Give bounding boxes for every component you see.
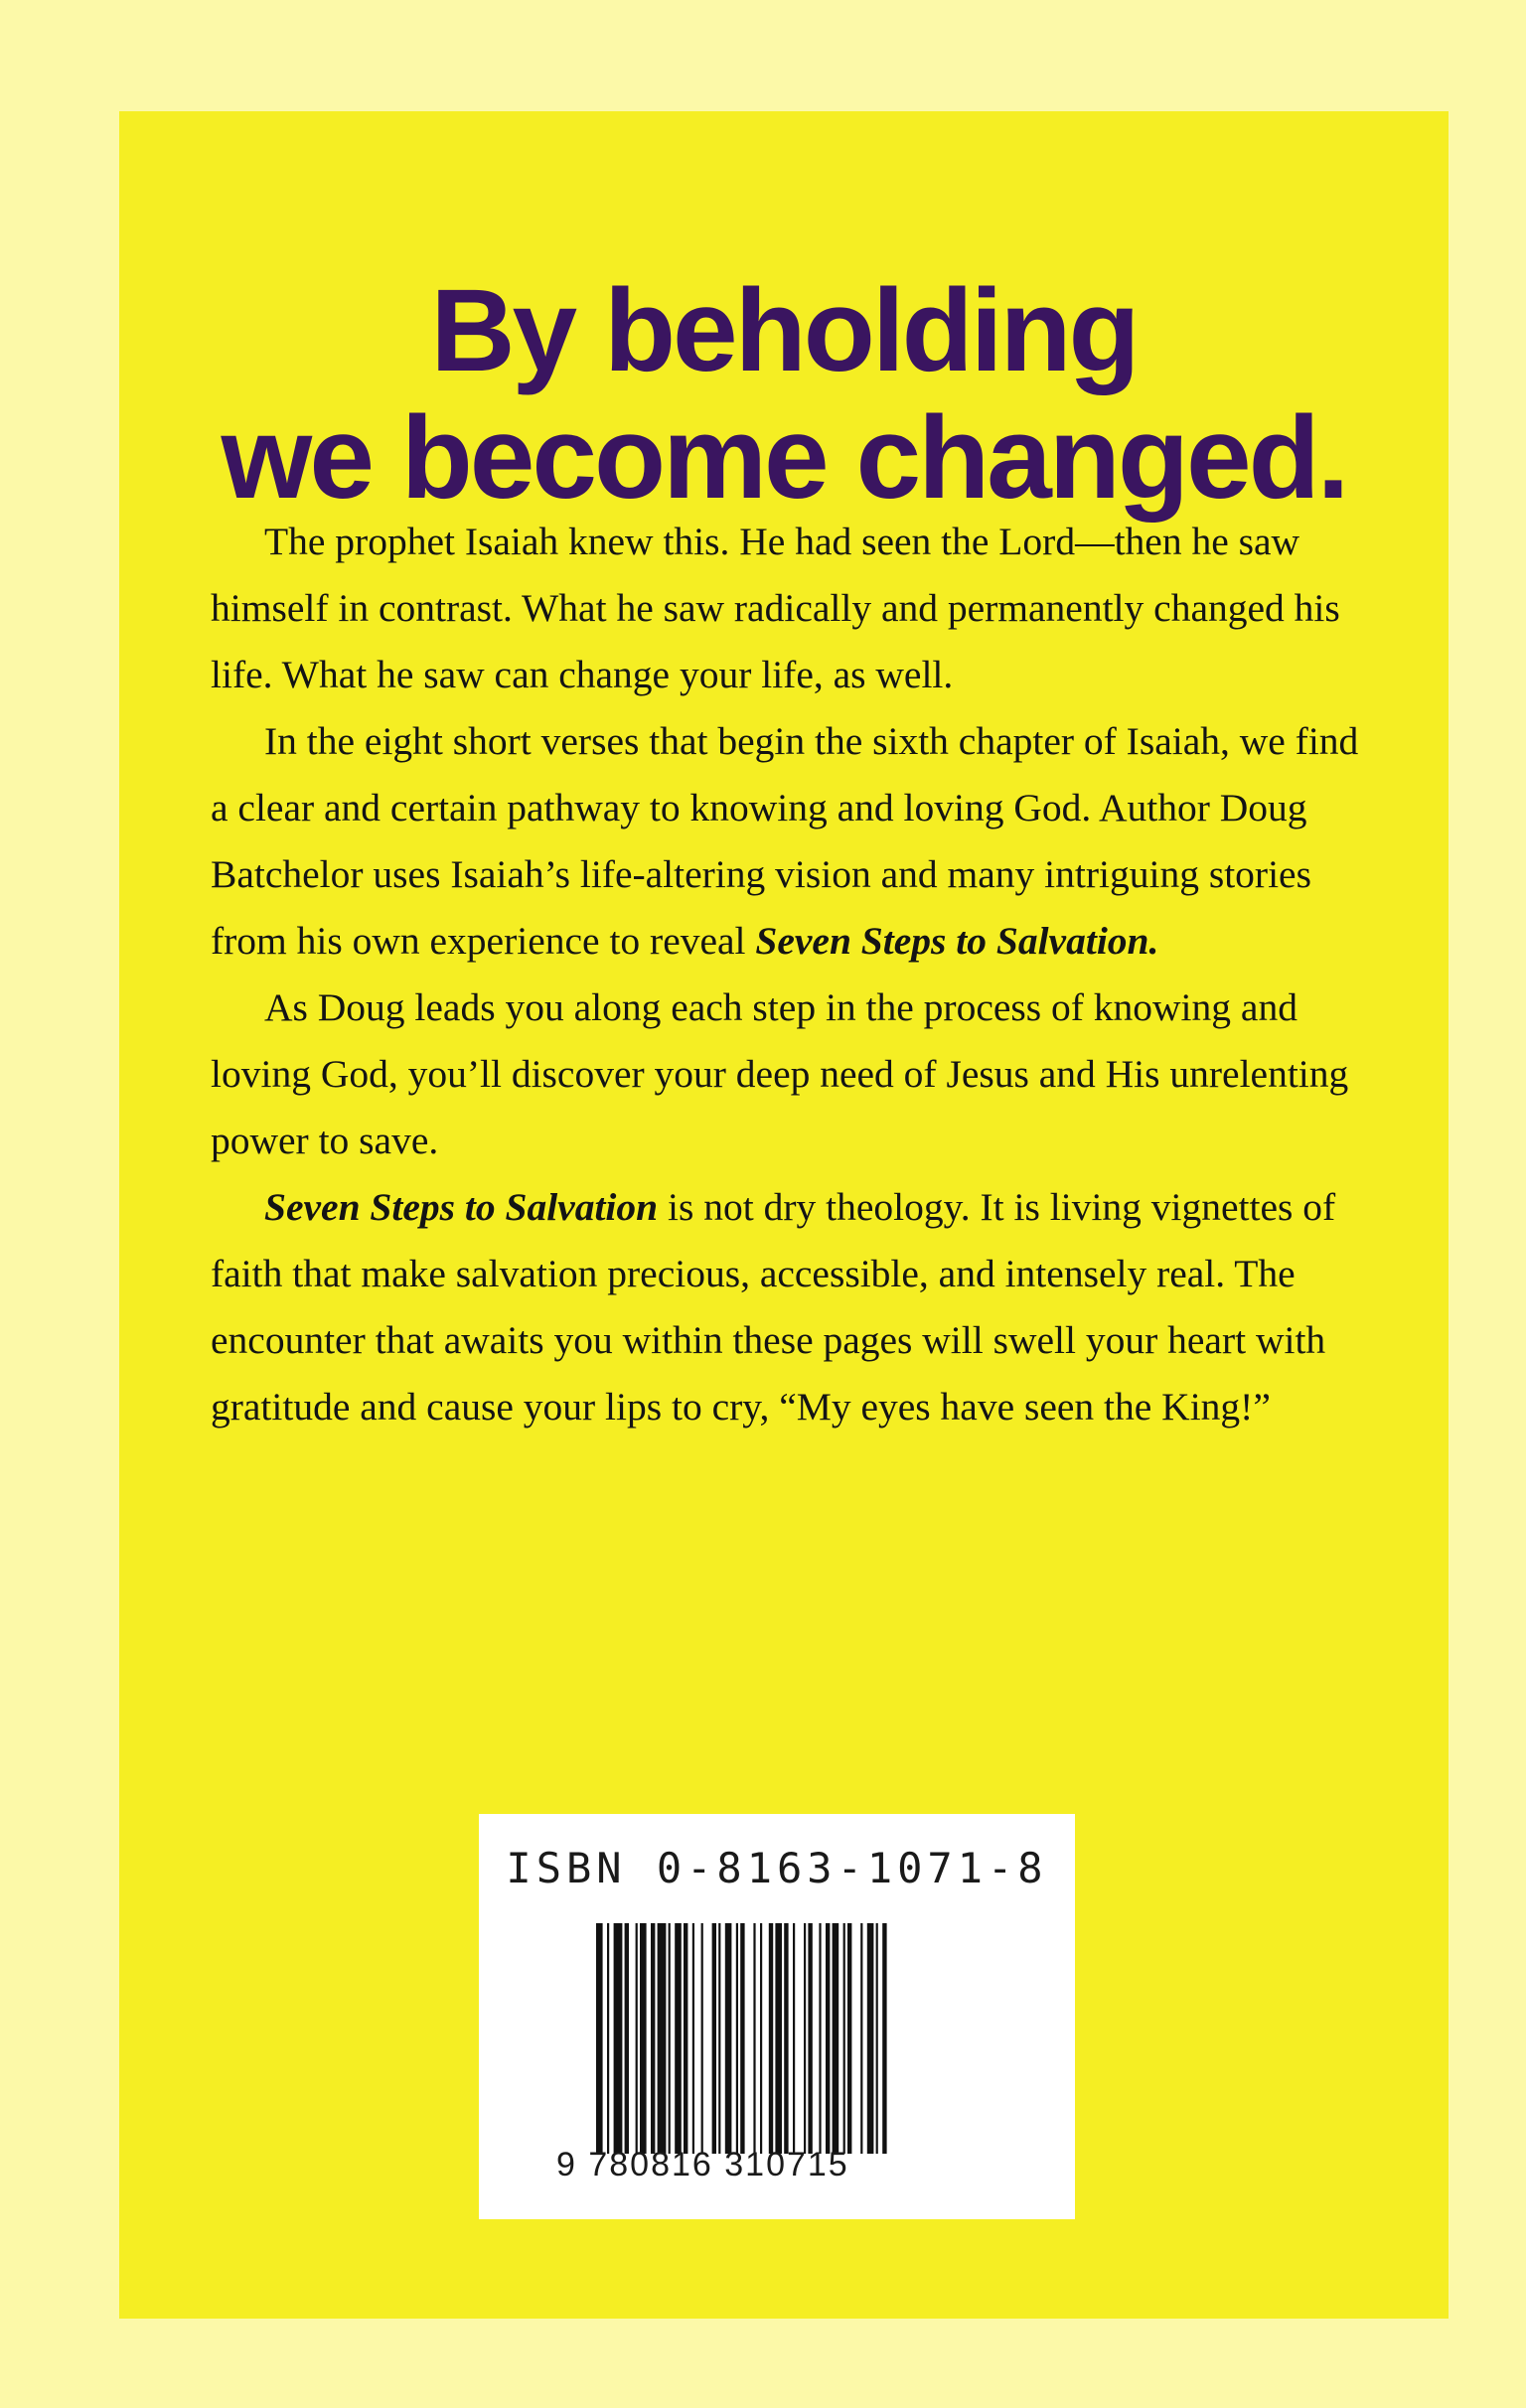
blurb-paragraph-4-text: is not dry theology. It is living vignettes of faith that make salvation precious, accessible, and intensely real. The encounter that awaits you within these pages will swell your heart with gratitude and cause your lips to cry, “My eyes have seen the King!” xyxy=(211,1185,1336,1429)
barcode-bar xyxy=(651,1923,655,2154)
barcode-bar xyxy=(692,1923,694,2154)
barcode-bar xyxy=(669,1923,671,2154)
barcode-bar xyxy=(753,1923,755,2154)
barcode-bar xyxy=(625,1923,629,2154)
headline xyxy=(119,265,1449,525)
barcode-bar xyxy=(614,1923,623,2154)
book-title-italic: Seven Steps to Salvation. xyxy=(755,919,1159,963)
book-title-italic: Seven Steps to Salvation xyxy=(264,1185,659,1229)
barcode-bar xyxy=(607,1923,609,2154)
barcode-bar xyxy=(740,1923,744,2154)
barcode-bar xyxy=(684,1923,687,2154)
barcode-bar xyxy=(712,1923,716,2154)
barcode-bar xyxy=(833,1923,839,2154)
barcode-bar xyxy=(882,1923,886,2154)
barcode-bar xyxy=(819,1923,821,2154)
barcode-bar xyxy=(675,1923,682,2154)
barcode-bar xyxy=(804,1923,806,2154)
headline-line-1: By beholding xyxy=(430,265,1138,397)
barcode-bar xyxy=(808,1923,812,2154)
barcode-bar xyxy=(843,1923,845,2154)
isbn-label: ISBN 0-8163-1071-8 xyxy=(506,1844,1048,1892)
barcode-bar xyxy=(736,1923,738,2154)
barcode-bar xyxy=(636,1923,638,2154)
barcode-bar xyxy=(658,1923,667,2154)
barcode-bar xyxy=(596,1923,603,2154)
headline-line-2: we become changed. xyxy=(221,392,1347,525)
barcode-icon xyxy=(596,1923,964,2154)
blurb-paragraph-2 xyxy=(211,708,1363,975)
barcode-bar xyxy=(701,1923,703,2154)
barcode-bar xyxy=(793,1923,795,2154)
barcode-bar xyxy=(876,1923,878,2154)
barcode-digits: 9 780816 310715 xyxy=(556,2146,849,2183)
barcode-bar xyxy=(718,1923,720,2154)
blurb-paragraph-4 xyxy=(211,1174,1363,1440)
isbn-barcode-box xyxy=(479,1814,1075,2219)
blurb-paragraph-1: The prophet Isaiah knew this. He had seen the Lord—then he saw himself in contrast. What he saw radically and permanently changed his life. What he saw can change your life, as well. xyxy=(211,520,1340,696)
blurb-paragraph-2-text: In the eight short verses that begin the sixth chapter of Isaiah, we find a clear and certain pathway to knowing and loving God. Author Doug Batchelor uses Isaiah’s life-altering vision and many intriguing stories from his own experience to reveal xyxy=(211,719,1359,963)
barcode-bar xyxy=(775,1923,782,2154)
barcode-bar xyxy=(847,1923,851,2154)
barcode-bar xyxy=(784,1923,788,2154)
barcode-bar xyxy=(867,1923,874,2154)
barcode-bar xyxy=(760,1923,762,2154)
blurb xyxy=(211,509,1363,1440)
barcode-bar xyxy=(769,1923,773,2154)
blurb-paragraph-3: As Doug leads you along each step in the process of knowing and loving God, you’ll discover your deep need of Jesus and His unrelenting power to save. xyxy=(211,985,1349,1162)
barcode-bar xyxy=(860,1923,862,2154)
barcode-bar xyxy=(826,1923,830,2154)
barcode-bar xyxy=(640,1923,647,2154)
barcode-bar xyxy=(725,1923,732,2154)
